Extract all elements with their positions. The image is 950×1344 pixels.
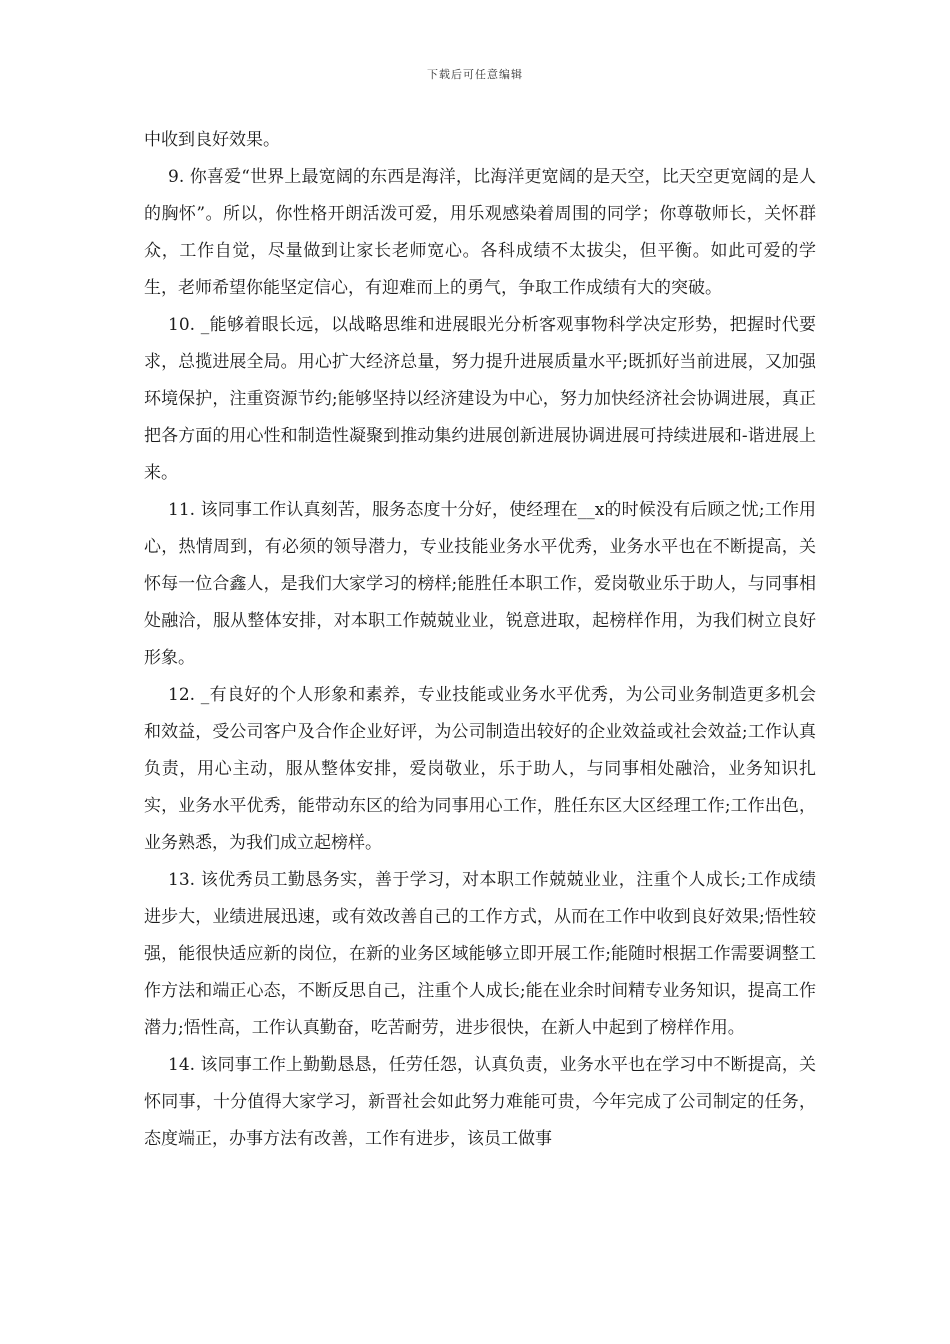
paragraph-continuation: 中收到良好效果。 bbox=[144, 130, 280, 150]
paragraph-item-13: 13. 该优秀员工勤恳务实，善于学习，对本职工作兢兢业业，注重个人成长;工作成绩进步大，业绩进展迅速，或有效改善自己的工作方式，从而在工作中收到良好效果;悟性较强，能很快适应新的岗位，在新的业务区域能够立即开展工作;能随时根据工作需要调整工作方法和端正心态，不断反思自己，注重个人成长;能在业余时间精专业务知识，提高工作潜力;悟性高，工作认真勤奋，吃苦耐劳，进步很快，在新人中起到了榜样作用。 bbox=[144, 870, 816, 1038]
paragraph-item-12: 12. _有良好的个人形象和素养，专业技能或业务水平优秀，为公司业务制造更多机会和效益，受公司客户及合作企业好评，为公司制造出较好的企业效益或社会效益;工作认真负责，用心主动，服从整体安排，爱岗敬业，乐于助人，与同事相处融洽，业务知识扎实，业务水平优秀，能带动东区的给为同事用心工作，胜任东区大区经理工作;工作出色，业务熟悉，为我们成立起榜样。 bbox=[144, 685, 816, 853]
paragraph-item-9: 9. 你喜爱“世界上最宽阔的东西是海洋，比海洋更宽阔的是天空，比天空更宽阔的是人的胸怀”。所以，你性格开朗活泼可爱，用乐观感染着周围的同学；你尊敬师长，关怀群众，工作自觉，尽量做到让家长老师宽心。各科成绩不太拔尖，但平衡。如此可爱的学生，老师希望你能坚定信心，有迎难而上的勇气，争取工作成绩有大的突破。 bbox=[144, 167, 816, 298]
document-body bbox=[144, 122, 816, 1158]
paragraph-item-14: 14. 该同事工作上勤勤恳恳，任劳任怨，认真负责，业务水平也在学习中不断提高，关怀同事，十分值得大家学习，新晋社会如此努力难能可贵，今年完成了公司制定的任务，态度端正，办事方法有改善，工作有进步，该员工做事 bbox=[144, 1055, 816, 1149]
page-header: 下载后可任意编辑 bbox=[427, 68, 523, 81]
paragraph-item-11: 11. 该同事工作认真刻苦，服务态度十分好，使经理在__x的时候没有后顾之忧;工作用心，热情周到，有必须的领导潜力，专业技能业务水平优秀，业务水平也在不断提高，关怀每一位合鑫人，是我们大家学习的榜样;能胜任本职工作，爱岗敬业乐于助人，与同事相处融洽，服从整体安排，对本职工作兢兢业业，锐意进取，起榜样作用，为我们树立良好形象。 bbox=[144, 500, 816, 668]
paragraph-item-10: 10. _能够着眼长远，以战略思维和进展眼光分析客观事物科学决定形势，把握时代要求，总揽进展全局。用心扩大经济总量，努力提升进展质量水平;既抓好当前进展，又加强环境保护，注重资源节约;能够坚持以经济建设为中心，努力加快经济社会协调进展，真正把各方面的用心性和制造性凝聚到推动集约进展创新进展协调进展可持续进展和-谐进展上来。 bbox=[144, 315, 816, 483]
